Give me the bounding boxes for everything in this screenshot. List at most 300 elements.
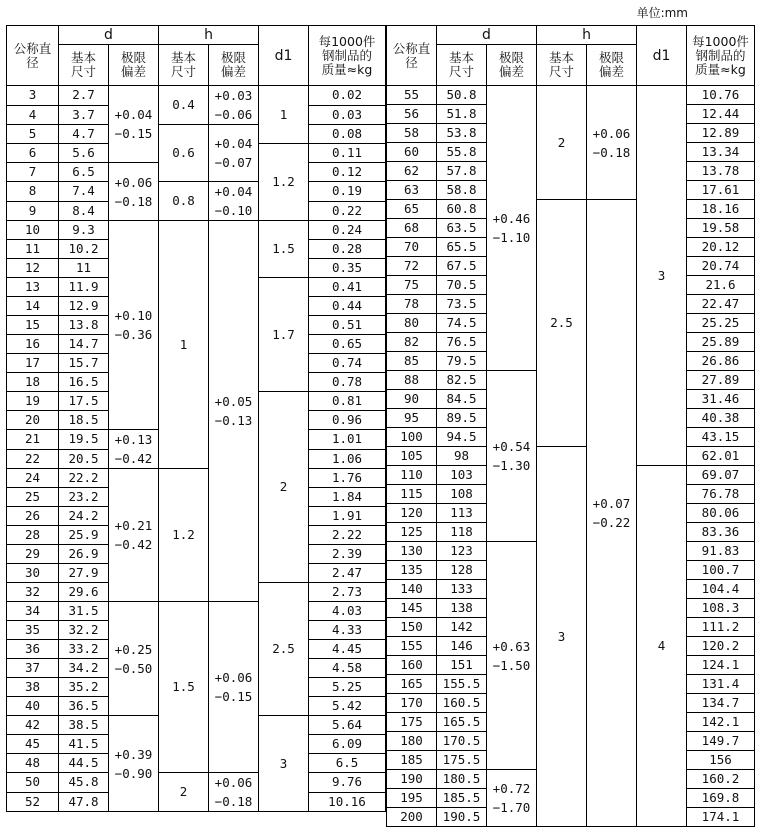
nominal-diameter-cell: 105 xyxy=(387,447,437,466)
mass-cell: 4.45 xyxy=(309,640,386,659)
mass-cell: 13.34 xyxy=(687,143,755,162)
table-row xyxy=(7,182,386,202)
mass-cell: 4.58 xyxy=(309,659,386,678)
d1-cell: 3 xyxy=(259,716,309,812)
mass-cell: 13.78 xyxy=(687,162,755,181)
d-basic-size-cell: 15.7 xyxy=(59,354,109,373)
d-tolerance-cell: +0.06 −0.18 xyxy=(109,163,159,221)
d1-cell: 1.7 xyxy=(259,278,309,392)
table-row xyxy=(7,469,386,488)
h-tolerance-cell: +0.06 −0.18 xyxy=(209,773,259,812)
d-basic-size-cell: 190.5 xyxy=(437,808,487,827)
d-basic-size-cell: 67.5 xyxy=(437,257,487,276)
nominal-diameter-cell: 45 xyxy=(7,735,59,754)
d-basic-size-cell: 44.5 xyxy=(59,754,109,773)
mass-cell: 10.16 xyxy=(309,792,386,812)
nominal-diameter-cell: 56 xyxy=(387,105,437,124)
nominal-diameter-cell: 180 xyxy=(387,732,437,751)
d1-cell: 1.2 xyxy=(259,144,309,221)
nominal-diameter-cell: 16 xyxy=(7,335,59,354)
nominal-diameter-cell: 25 xyxy=(7,488,59,507)
nominal-diameter-cell: 13 xyxy=(7,278,59,297)
mass-cell: 1.84 xyxy=(309,488,386,507)
d-basic-size-cell: 58.8 xyxy=(437,181,487,200)
nominal-diameter-cell: 115 xyxy=(387,485,437,504)
d-basic-size-cell: 160.5 xyxy=(437,694,487,713)
mass-cell: 160.2 xyxy=(687,770,755,789)
d-basic-size-cell: 24.2 xyxy=(59,507,109,526)
header-h-limit-deviation: 极限 偏差 xyxy=(209,45,259,86)
d-basic-size-cell: 3.7 xyxy=(59,105,109,125)
mass-cell: 91.83 xyxy=(687,542,755,561)
table-row xyxy=(387,447,755,466)
mass-cell: 0.28 xyxy=(309,240,386,259)
d-basic-size-cell: 128 xyxy=(437,561,487,580)
mass-cell: 69.07 xyxy=(687,466,755,485)
nominal-diameter-cell: 62 xyxy=(387,162,437,181)
nominal-diameter-cell: 5 xyxy=(7,125,59,144)
h-tolerance-cell: +0.04 −0.07 xyxy=(209,125,259,182)
mass-cell: 0.78 xyxy=(309,373,386,392)
table-row xyxy=(7,773,386,793)
mass-cell: 62.01 xyxy=(687,447,755,466)
nominal-diameter-cell: 175 xyxy=(387,713,437,732)
d-basic-size-cell: 11.9 xyxy=(59,278,109,297)
mass-cell: 10.76 xyxy=(687,86,755,105)
mass-cell: 18.16 xyxy=(687,200,755,219)
d-tolerance-cell: +0.10 −0.36 xyxy=(109,221,159,430)
mass-cell: 0.19 xyxy=(309,182,386,202)
d-tolerance-cell: +0.46 −1.10 xyxy=(487,86,537,371)
h-basic-size-cell: 2.5 xyxy=(537,200,587,447)
d-basic-size-cell: 16.5 xyxy=(59,373,109,392)
mass-cell: 9.76 xyxy=(309,773,386,793)
mass-cell: 0.35 xyxy=(309,259,386,278)
d-basic-size-cell: 13.8 xyxy=(59,316,109,335)
d1-cell: 2.5 xyxy=(259,583,309,716)
d-basic-size-cell: 36.5 xyxy=(59,697,109,716)
nominal-diameter-cell: 170 xyxy=(387,694,437,713)
nominal-diameter-cell: 70 xyxy=(387,238,437,257)
mass-cell: 76.78 xyxy=(687,485,755,504)
d-basic-size-cell: 38.5 xyxy=(59,716,109,735)
nominal-diameter-cell: 165 xyxy=(387,675,437,694)
mass-cell: 108.3 xyxy=(687,599,755,618)
d-basic-size-cell: 6.5 xyxy=(59,163,109,182)
nominal-diameter-cell: 35 xyxy=(7,621,59,640)
h-basic-size-cell: 1 xyxy=(159,221,209,469)
d-tolerance-cell: +0.04 −0.15 xyxy=(109,86,159,163)
d-basic-size-cell: 31.5 xyxy=(59,602,109,621)
d-basic-size-cell: 20.5 xyxy=(59,449,109,469)
d-basic-size-cell: 84.5 xyxy=(437,390,487,409)
mass-cell: 6.5 xyxy=(309,754,386,773)
header-nominal-diameter: 公称直 径 xyxy=(7,26,59,86)
d-basic-size-cell: 76.5 xyxy=(437,333,487,352)
nominal-diameter-cell: 11 xyxy=(7,240,59,259)
nominal-diameter-cell: 75 xyxy=(387,276,437,295)
mass-cell: 0.74 xyxy=(309,354,386,373)
mass-cell: 4.03 xyxy=(309,602,386,621)
nominal-diameter-cell: 200 xyxy=(387,808,437,827)
d1-cell: 1 xyxy=(259,86,309,144)
d-basic-size-cell: 35.2 xyxy=(59,678,109,697)
mass-cell: 120.2 xyxy=(687,637,755,656)
d-basic-size-cell: 142 xyxy=(437,618,487,637)
nominal-diameter-cell: 19 xyxy=(7,392,59,411)
nominal-diameter-cell: 20 xyxy=(7,411,59,430)
table-row xyxy=(387,200,755,219)
d1-cell: 4 xyxy=(637,466,687,827)
nominal-diameter-cell: 78 xyxy=(387,295,437,314)
h-tolerance-cell: +0.06 −0.18 xyxy=(587,86,637,200)
nominal-diameter-cell: 24 xyxy=(7,469,59,488)
mass-cell: 100.7 xyxy=(687,561,755,580)
nominal-diameter-cell: 15 xyxy=(7,316,59,335)
mass-cell: 0.44 xyxy=(309,297,386,316)
mass-cell: 0.96 xyxy=(309,411,386,430)
nominal-diameter-cell: 7 xyxy=(7,163,59,182)
header-nominal-diameter: 公称直 径 xyxy=(387,26,437,86)
d-basic-size-cell: 175.5 xyxy=(437,751,487,770)
nominal-diameter-cell: 85 xyxy=(387,352,437,371)
h-tolerance-cell: +0.06 −0.15 xyxy=(209,602,259,773)
h-basic-size-cell: 2 xyxy=(537,86,587,200)
h-basic-size-cell: 0.8 xyxy=(159,182,209,221)
d-tolerance-cell: +0.13 −0.42 xyxy=(109,430,159,469)
d-basic-size-cell: 27.9 xyxy=(59,564,109,583)
h-basic-size-cell: 2 xyxy=(159,773,209,812)
d-basic-size-cell: 4.7 xyxy=(59,125,109,144)
mass-cell: 21.6 xyxy=(687,276,755,295)
mass-cell: 43.15 xyxy=(687,428,755,447)
h-basic-size-cell: 1.5 xyxy=(159,602,209,773)
nominal-diameter-cell: 6 xyxy=(7,144,59,163)
mass-cell: 0.24 xyxy=(309,221,386,240)
header-d-basic-size: 基本 尺寸 xyxy=(59,45,109,86)
d-basic-size-cell: 63.5 xyxy=(437,219,487,238)
nominal-diameter-cell: 60 xyxy=(387,143,437,162)
nominal-diameter-cell: 135 xyxy=(387,561,437,580)
d-basic-size-cell: 8.4 xyxy=(59,201,109,221)
d-basic-size-cell: 33.2 xyxy=(59,640,109,659)
mass-cell: 17.61 xyxy=(687,181,755,200)
nominal-diameter-cell: 10 xyxy=(7,221,59,240)
d-basic-size-cell: 108 xyxy=(437,485,487,504)
header-d-limit-deviation: 极限 偏差 xyxy=(487,45,537,86)
d-tolerance-cell: +0.21 −0.42 xyxy=(109,469,159,602)
header-h-basic-size: 基本 尺寸 xyxy=(537,45,587,86)
nominal-diameter-cell: 110 xyxy=(387,466,437,485)
h-tolerance-cell: +0.04 −0.10 xyxy=(209,182,259,221)
d-basic-size-cell: 113 xyxy=(437,504,487,523)
d-basic-size-cell: 82.5 xyxy=(437,371,487,390)
mass-cell: 0.11 xyxy=(309,144,386,163)
nominal-diameter-cell: 55 xyxy=(387,86,437,105)
d-basic-size-cell: 89.5 xyxy=(437,409,487,428)
d-basic-size-cell: 123 xyxy=(437,542,487,561)
d-basic-size-cell: 55.8 xyxy=(437,143,487,162)
d-tolerance-cell: +0.63 −1.50 xyxy=(487,542,537,770)
h-basic-size-cell: 0.6 xyxy=(159,125,209,182)
h-tolerance-cell: +0.05 −0.13 xyxy=(209,221,259,602)
d-basic-size-cell: 2.7 xyxy=(59,86,109,106)
d-basic-size-cell: 60.8 xyxy=(437,200,487,219)
d-basic-size-cell: 50.8 xyxy=(437,86,487,105)
h-basic-size-cell: 0.4 xyxy=(159,86,209,125)
mass-cell: 156 xyxy=(687,751,755,770)
d-basic-size-cell: 118 xyxy=(437,523,487,542)
unit-label: 单位:mm xyxy=(636,6,688,20)
nominal-diameter-cell: 195 xyxy=(387,789,437,808)
d-basic-size-cell: 23.2 xyxy=(59,488,109,507)
d-basic-size-cell: 10.2 xyxy=(59,240,109,259)
header-h-basic-size: 基本 尺寸 xyxy=(159,45,209,86)
d-basic-size-cell: 5.6 xyxy=(59,144,109,163)
nominal-diameter-cell: 50 xyxy=(7,773,59,793)
d1-cell: 1.5 xyxy=(259,221,309,278)
mass-cell: 4.33 xyxy=(309,621,386,640)
mass-cell: 1.01 xyxy=(309,430,386,450)
mass-cell: 31.46 xyxy=(687,390,755,409)
d-basic-size-cell: 41.5 xyxy=(59,735,109,754)
d-basic-size-cell: 70.5 xyxy=(437,276,487,295)
d-basic-size-cell: 94.5 xyxy=(437,428,487,447)
nominal-diameter-cell: 22 xyxy=(7,449,59,469)
nominal-diameter-cell: 28 xyxy=(7,526,59,545)
mass-cell: 5.64 xyxy=(309,716,386,735)
mass-cell: 111.2 xyxy=(687,618,755,637)
nominal-diameter-cell: 32 xyxy=(7,583,59,602)
mass-cell: 40.38 xyxy=(687,409,755,428)
mass-cell: 2.47 xyxy=(309,564,386,583)
d-basic-size-cell: 19.5 xyxy=(59,430,109,450)
d-basic-size-cell: 26.9 xyxy=(59,545,109,564)
d-basic-size-cell: 45.8 xyxy=(59,773,109,793)
header-d-basic-size: 基本 尺寸 xyxy=(437,45,487,86)
mass-cell: 25.89 xyxy=(687,333,755,352)
h-tolerance-cell: +0.03 −0.06 xyxy=(209,86,259,125)
nominal-diameter-cell: 190 xyxy=(387,770,437,789)
d-basic-size-cell: 133 xyxy=(437,580,487,599)
mass-cell: 142.1 xyxy=(687,713,755,732)
nominal-diameter-cell: 120 xyxy=(387,504,437,523)
header-mass: 每1000件 钢制品的 质量≈kg xyxy=(309,26,386,86)
nominal-diameter-cell: 150 xyxy=(387,618,437,637)
nominal-diameter-cell: 155 xyxy=(387,637,437,656)
d-tolerance-cell: +0.72 −1.70 xyxy=(487,770,537,827)
mass-cell: 134.7 xyxy=(687,694,755,713)
mass-cell: 22.47 xyxy=(687,295,755,314)
nominal-diameter-cell: 14 xyxy=(7,297,59,316)
mass-cell: 169.8 xyxy=(687,789,755,808)
d-basic-size-cell: 22.2 xyxy=(59,469,109,488)
header-d: d xyxy=(437,26,537,45)
mass-cell: 0.51 xyxy=(309,316,386,335)
mass-cell: 1.76 xyxy=(309,469,386,488)
nominal-diameter-cell: 100 xyxy=(387,428,437,447)
nominal-diameter-cell: 42 xyxy=(7,716,59,735)
mass-cell: 131.4 xyxy=(687,675,755,694)
header-d1: d1 xyxy=(637,26,687,86)
mass-cell: 2.39 xyxy=(309,545,386,564)
nominal-diameter-cell: 4 xyxy=(7,105,59,125)
d-basic-size-cell: 98 xyxy=(437,447,487,466)
nominal-diameter-cell: 21 xyxy=(7,430,59,450)
header-h-limit-deviation: 极限 偏差 xyxy=(587,45,637,86)
nominal-diameter-cell: 63 xyxy=(387,181,437,200)
table-body-right xyxy=(387,86,755,827)
table-body-left xyxy=(7,86,386,812)
header-h: h xyxy=(159,26,259,45)
d-basic-size-cell: 180.5 xyxy=(437,770,487,789)
mass-cell: 174.1 xyxy=(687,808,755,827)
header-h: h xyxy=(537,26,637,45)
table-row xyxy=(7,602,386,621)
d-basic-size-cell: 165.5 xyxy=(437,713,487,732)
header-d-limit-deviation: 极限 偏差 xyxy=(109,45,159,86)
h-tolerance-cell: +0.07 −0.22 xyxy=(587,200,637,827)
d-basic-size-cell: 51.8 xyxy=(437,105,487,124)
mass-cell: 1.06 xyxy=(309,449,386,469)
nominal-diameter-cell: 12 xyxy=(7,259,59,278)
d-tolerance-cell: +0.39 −0.90 xyxy=(109,716,159,812)
nominal-diameter-cell: 72 xyxy=(387,257,437,276)
nominal-diameter-cell: 34 xyxy=(7,602,59,621)
mass-cell: 12.44 xyxy=(687,105,755,124)
nominal-diameter-cell: 38 xyxy=(7,678,59,697)
d-basic-size-cell: 25.9 xyxy=(59,526,109,545)
d-basic-size-cell: 29.6 xyxy=(59,583,109,602)
nominal-diameter-cell: 65 xyxy=(387,200,437,219)
nominal-diameter-cell: 9 xyxy=(7,201,59,221)
d-basic-size-cell: 79.5 xyxy=(437,352,487,371)
mass-cell: 0.08 xyxy=(309,125,386,144)
nominal-diameter-cell: 3 xyxy=(7,86,59,106)
mass-cell: 20.74 xyxy=(687,257,755,276)
mass-cell: 19.58 xyxy=(687,219,755,238)
nominal-diameter-cell: 130 xyxy=(387,542,437,561)
nominal-diameter-cell: 145 xyxy=(387,599,437,618)
d-basic-size-cell: 12.9 xyxy=(59,297,109,316)
d-tolerance-cell: +0.25 −0.50 xyxy=(109,602,159,716)
table-row xyxy=(387,86,755,105)
d-basic-size-cell: 18.5 xyxy=(59,411,109,430)
nominal-diameter-cell: 82 xyxy=(387,333,437,352)
d-basic-size-cell: 17.5 xyxy=(59,392,109,411)
mass-cell: 20.12 xyxy=(687,238,755,257)
mass-cell: 0.22 xyxy=(309,201,386,221)
mass-cell: 26.86 xyxy=(687,352,755,371)
nominal-diameter-cell: 29 xyxy=(7,545,59,564)
d-basic-size-cell: 103 xyxy=(437,466,487,485)
d-basic-size-cell: 151 xyxy=(437,656,487,675)
mass-cell: 124.1 xyxy=(687,656,755,675)
mass-cell: 0.12 xyxy=(309,163,386,182)
mass-cell: 0.02 xyxy=(309,86,386,106)
nominal-diameter-cell: 95 xyxy=(387,409,437,428)
d-basic-size-cell: 34.2 xyxy=(59,659,109,678)
table-row xyxy=(7,125,386,144)
mass-cell: 2.22 xyxy=(309,526,386,545)
d-basic-size-cell: 138 xyxy=(437,599,487,618)
d-basic-size-cell: 9.3 xyxy=(59,221,109,240)
d-basic-size-cell: 74.5 xyxy=(437,314,487,333)
nominal-diameter-cell: 36 xyxy=(7,640,59,659)
mass-cell: 0.65 xyxy=(309,335,386,354)
mass-cell: 0.03 xyxy=(309,105,386,125)
mass-cell: 149.7 xyxy=(687,732,755,751)
mass-cell: 1.91 xyxy=(309,507,386,526)
d-basic-size-cell: 47.8 xyxy=(59,792,109,812)
mass-cell: 83.36 xyxy=(687,523,755,542)
mass-cell: 6.09 xyxy=(309,735,386,754)
nominal-diameter-cell: 140 xyxy=(387,580,437,599)
nominal-diameter-cell: 88 xyxy=(387,371,437,390)
d-basic-size-cell: 185.5 xyxy=(437,789,487,808)
mass-cell: 12.89 xyxy=(687,124,755,143)
nominal-diameter-cell: 48 xyxy=(7,754,59,773)
d-basic-size-cell: 11 xyxy=(59,259,109,278)
header-mass: 每1000件 钢制品的 质量≈kg xyxy=(687,26,755,86)
nominal-diameter-cell: 52 xyxy=(7,792,59,812)
nominal-diameter-cell: 185 xyxy=(387,751,437,770)
nominal-diameter-cell: 68 xyxy=(387,219,437,238)
table-row xyxy=(7,221,386,240)
nominal-diameter-cell: 58 xyxy=(387,124,437,143)
table-row xyxy=(7,86,386,106)
d-basic-size-cell: 7.4 xyxy=(59,182,109,202)
d-basic-size-cell: 53.8 xyxy=(437,124,487,143)
d-tolerance-cell: +0.54 −1.30 xyxy=(487,371,537,542)
nominal-diameter-cell: 17 xyxy=(7,354,59,373)
washer-table-right xyxy=(386,25,755,827)
h-basic-size-cell: 3 xyxy=(537,447,587,827)
nominal-diameter-cell: 80 xyxy=(387,314,437,333)
d-basic-size-cell: 155.5 xyxy=(437,675,487,694)
mass-cell: 2.73 xyxy=(309,583,386,602)
nominal-diameter-cell: 125 xyxy=(387,523,437,542)
d1-cell: 3 xyxy=(637,86,687,466)
header-d1: d1 xyxy=(259,26,309,86)
mass-cell: 5.42 xyxy=(309,697,386,716)
mass-cell: 104.4 xyxy=(687,580,755,599)
mass-cell: 27.89 xyxy=(687,371,755,390)
d-basic-size-cell: 14.7 xyxy=(59,335,109,354)
h-basic-size-cell: 1.2 xyxy=(159,469,209,602)
nominal-diameter-cell: 18 xyxy=(7,373,59,392)
d-basic-size-cell: 170.5 xyxy=(437,732,487,751)
nominal-diameter-cell: 8 xyxy=(7,182,59,202)
nominal-diameter-cell: 40 xyxy=(7,697,59,716)
d-basic-size-cell: 146 xyxy=(437,637,487,656)
nominal-diameter-cell: 37 xyxy=(7,659,59,678)
header-d: d xyxy=(59,26,159,45)
nominal-diameter-cell: 160 xyxy=(387,656,437,675)
mass-cell: 0.81 xyxy=(309,392,386,411)
d1-cell: 2 xyxy=(259,392,309,583)
nominal-diameter-cell: 30 xyxy=(7,564,59,583)
mass-cell: 25.25 xyxy=(687,314,755,333)
washer-table-left xyxy=(6,25,386,812)
mass-cell: 5.25 xyxy=(309,678,386,697)
nominal-diameter-cell: 26 xyxy=(7,507,59,526)
mass-cell: 0.41 xyxy=(309,278,386,297)
nominal-diameter-cell: 90 xyxy=(387,390,437,409)
d-basic-size-cell: 65.5 xyxy=(437,238,487,257)
d-basic-size-cell: 32.2 xyxy=(59,621,109,640)
mass-cell: 80.06 xyxy=(687,504,755,523)
